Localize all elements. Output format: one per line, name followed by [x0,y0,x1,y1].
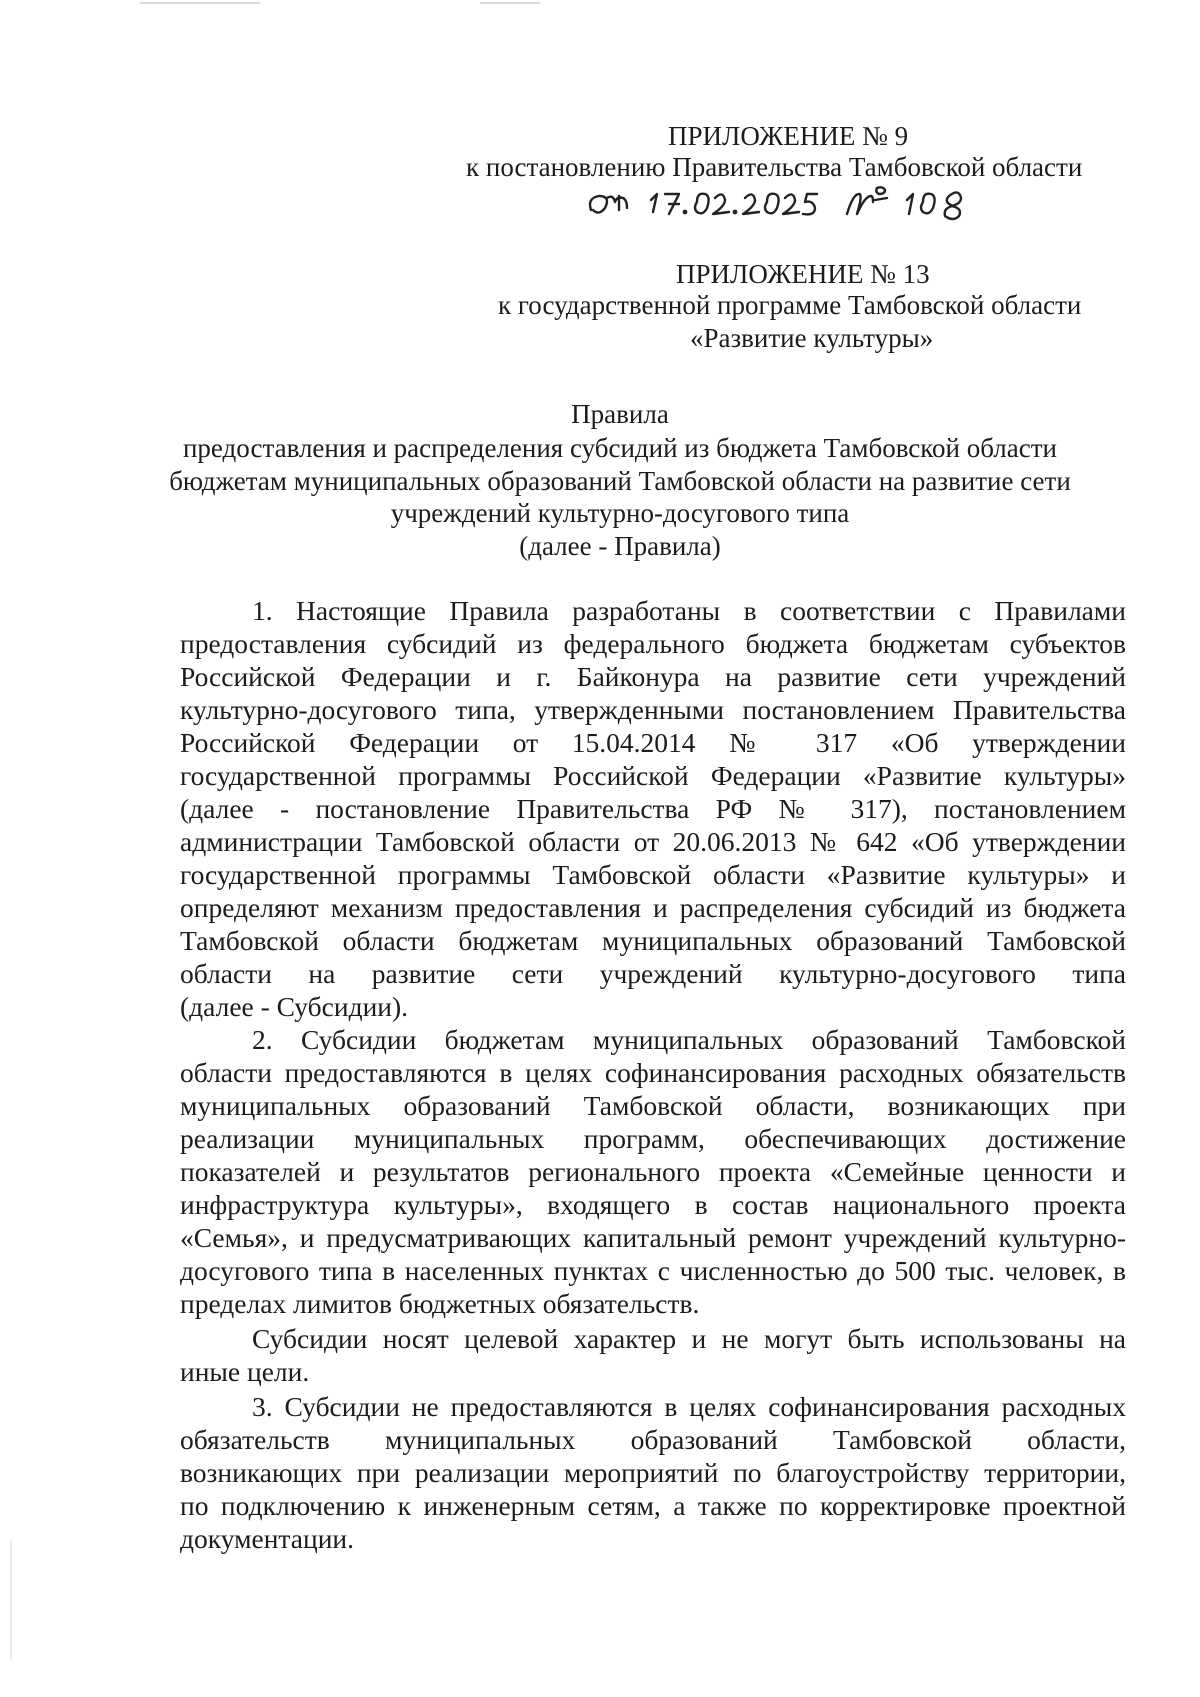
paragraph-line: предоставления субсидий из федерального бюджета бюджетам субъектов [180,628,1126,659]
paragraph-line: досугового типа в населенных пунктах с численностью до 500 тыс. человек, в [180,1255,1126,1286]
scan-artifact [10,1540,12,1660]
appendix-9-reference: к постановлению Правительства Тамбовской области [466,152,1083,182]
handwritten-date-number [585,176,980,228]
rules-subtitle-line: бюджетам муниципальных образований Тамбовской области на развитие сети [169,466,1071,496]
paragraph-line: иные цели. [180,1356,310,1387]
rules-subtitle-line: (далее - Правила) [519,531,721,561]
paragraph-line: Российской Федерации и г. Байконура на развитие сети учреждений [180,661,1126,692]
rules-title: Правила [571,399,669,429]
rules-subtitle-line: учреждений культурно-досугового типа [390,498,850,528]
paragraph-line: документации. [180,1523,355,1554]
paragraph-line: администрации Тамбовской области от 20.06.2013 № 642 «Об утверждении [180,826,1126,857]
appendix-13-reference: к государственной программе Тамбовской области [498,290,1082,320]
paragraph-line: культурно-досугового типа, утвержденными постановлением Правительства [180,694,1126,725]
scan-artifact [140,2,260,4]
paragraph-line: обязательств муниципальных образований Тамбовской области, [180,1424,1126,1455]
paragraph-line: Субсидии носят целевой характер и не могут быть использованы на [252,1323,1126,1354]
paragraph-line: области предоставляются в целях софинансирования расходных обязательств [180,1057,1126,1088]
paragraph-line: Российской Федерации от 15.04.2014 № 317 «Об утверждении [180,727,1126,758]
appendix-13-heading: ПРИЛОЖЕНИЕ № 13 [676,259,930,289]
appendix-9-heading: ПРИЛОЖЕНИЕ № 9 [668,121,909,151]
paragraph-line: реализации муниципальных программ, обеспечивающих достижение [180,1123,1126,1154]
paragraph-line: 3. Субсидии не предоставляются в целях софинансирования расходных [252,1391,1126,1422]
paragraph-line: 2. Субсидии бюджетам муниципальных образований Тамбовской [252,1024,1126,1055]
paragraph-line: государственной программы Российской Федерации «Развитие культуры» [180,760,1126,791]
paragraph-line: (далее - постановление Правительства РФ № 317), постановлением [180,793,1126,824]
rules-subtitle-line: предоставления и распределения субсидий из бюджета Тамбовской области [182,433,1057,463]
paragraph-line: (далее - Субсидии). [180,991,409,1022]
paragraph-line: пределах лимитов бюджетных обязательств. [180,1288,700,1319]
scan-artifact [480,2,540,4]
paragraph-line: 1. Настоящие Правила разработаны в соответствии с Правилами [252,595,1126,626]
program-name: «Развитие культуры» [690,323,934,353]
paragraph-line: определяют механизм предоставления и распределения субсидий из бюджета [180,892,1126,923]
paragraph-line: возникающих при реализации мероприятий по благоустройству территории, [180,1457,1126,1488]
paragraph-line: области на развитие сети учреждений культурно-досугового типа [180,958,1126,989]
paragraph-line: «Семья», и предусматривающих капитальный ремонт учреждений культурно- [180,1222,1126,1253]
paragraph-line: государственной программы Тамбовской области «Развитие культуры» и [180,859,1126,890]
paragraph-line: по подключению к инженерным сетям, а также по корректировке проектной [180,1490,1126,1521]
paragraph-line: инфраструктура культуры», входящего в состав национального проекта [180,1189,1126,1220]
paragraph-line: показателей и результатов регионального проекта «Семейные ценности и [180,1156,1126,1187]
paragraph-line: муниципальных образований Тамбовской области, возникающих при [180,1090,1126,1121]
paragraph-line: Тамбовской области бюджетам муниципальных образований Тамбовской [180,925,1126,956]
